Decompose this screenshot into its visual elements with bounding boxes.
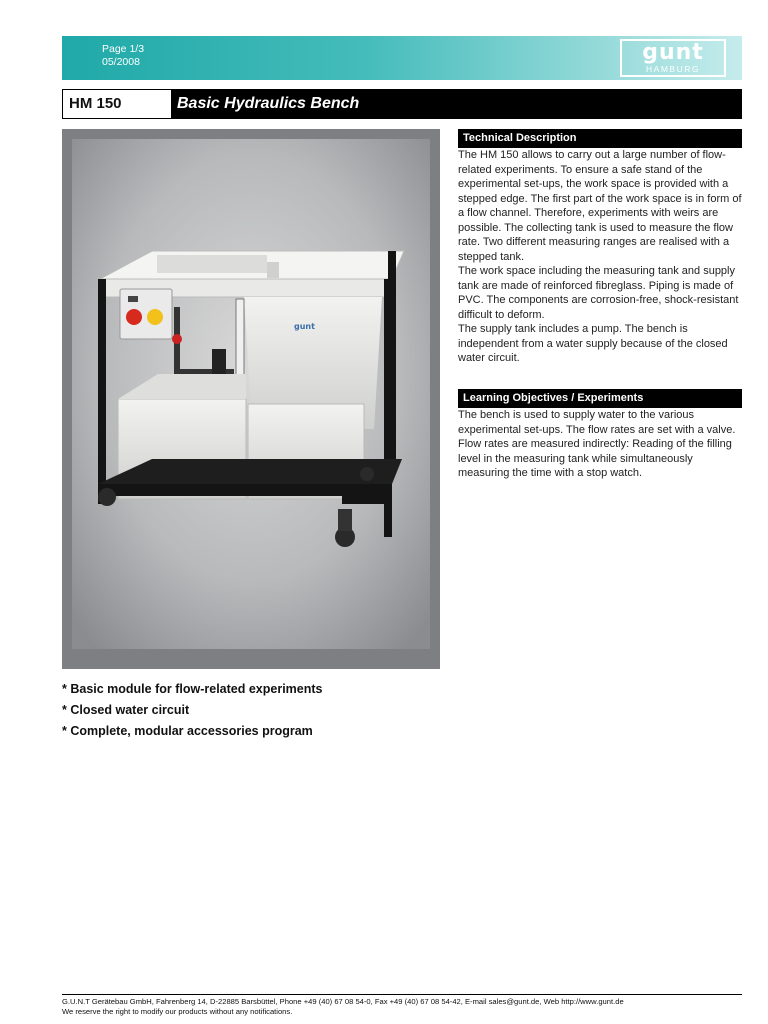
list-item: * Complete, modular accessories program: [62, 724, 313, 738]
company-contact: G.U.N.T Gerätebau GmbH, Fahrenberg 14, D-22885 Barsbüttel, Phone +49 (40) 67 08 54-0, Fax +49 (40) 67 08 54-42, E-mail sales@gunt.de, Web http://www.gunt.de: [62, 997, 624, 1006]
product-title: Basic Hydraulics Bench: [177, 95, 360, 112]
list-item: * Closed water circuit: [62, 703, 190, 717]
frame-leg-front-left: [98, 279, 106, 504]
model-number: HM 150: [63, 90, 171, 118]
flow-channel: [157, 255, 267, 273]
technical-description-text: [458, 148, 744, 366]
feature-list: [62, 679, 323, 742]
footer-divider: [62, 994, 742, 995]
technical-description-heading: Technical Description: [458, 129, 742, 148]
header-banner: [62, 36, 742, 80]
paragraph: The bench is used to supply water to the various experimental set-ups. The flow rates are set with a valve. Flow rates are measured indirectly: Reading of the filling level in the measuring tank while simultaneously measuring the time with a stop watch.: [458, 409, 736, 479]
frame-leg-back-right: [388, 251, 396, 461]
channel-step: [267, 262, 279, 278]
learning-objectives-heading: Learning Objectives / Experiments: [458, 389, 742, 408]
switch-yellow: [147, 309, 163, 325]
paragraph: The HM 150 allows to carry out a large number of flow-related experiments. To ensure a safe stand of the experimental set-ups, the work space is provided with a stepped edge. The first part of the work space is in form of a flow channel. Therefore, experiments with weirs are possible. The collecting tank is used to measure the flow rate. Two different measuring ranges are realised with a stepped tank.: [458, 149, 742, 263]
paragraph: The work space including the measuring tank and supply tank are made of reinforced fibreglass. Piping is made of PVC. The components are corrosion-free, shock-resistant difficult to deform.: [458, 265, 739, 321]
hydraulics-bench-illustration: [62, 129, 440, 669]
paragraph: The supply tank includes a pump. The bench is independent from a water supply because of the closed water circuit.: [458, 323, 728, 364]
switch-red: [126, 309, 142, 325]
caster-right-back: [360, 467, 374, 481]
page-number: Page 1/3: [102, 43, 145, 55]
footer: [62, 997, 752, 1017]
tank-logo-label: gunt: [294, 322, 315, 331]
caster-left: [98, 488, 116, 506]
disclaimer: We reserve the right to modify our products without any notifications.: [62, 1007, 293, 1016]
page-info: [102, 43, 144, 69]
gunt-logo: [620, 39, 726, 77]
issue-date: 05/2008: [102, 56, 140, 68]
product-photo: [62, 129, 440, 669]
learning-objectives-text: [458, 408, 744, 481]
logo-wordmark: gunt: [642, 40, 704, 65]
title-bar: [62, 89, 742, 119]
logo-city: HAMBURG: [646, 64, 700, 74]
list-item: * Basic module for flow-related experiments: [62, 682, 323, 696]
